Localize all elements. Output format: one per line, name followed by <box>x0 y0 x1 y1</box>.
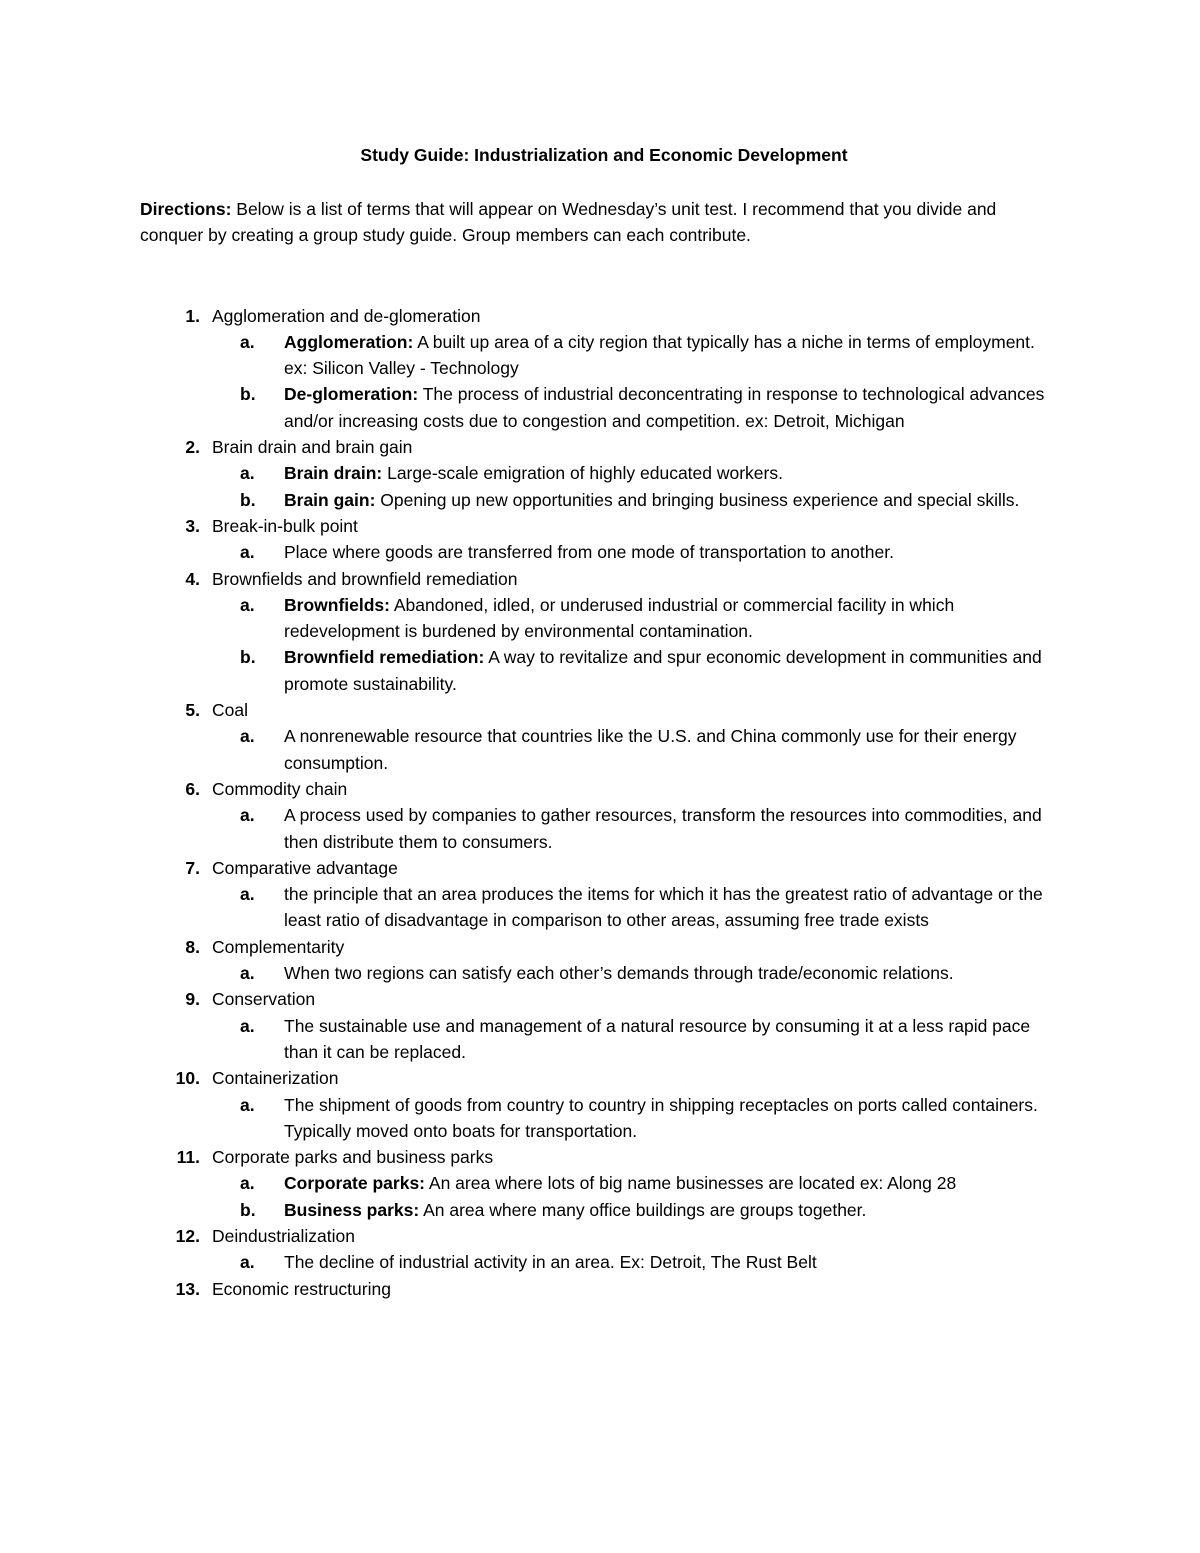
term-label: Brownfields and brownfield remediation <box>212 568 518 589</box>
definition-term: Corporate parks: <box>284 1173 426 1194</box>
definition-text: When two regions can satisfy each other’s demands through trade/economic relations. <box>284 963 954 984</box>
definition-term: Brownfield remediation: <box>284 647 485 668</box>
definition-text: An area where lots of big name businesses are located ex: Along 28 <box>425 1173 957 1194</box>
term-label: Conservation <box>212 989 316 1010</box>
definition-text: The decline of industrial activity in an area. Ex: Detroit, The Rust Belt <box>284 1252 817 1273</box>
term-label: Agglomeration and de-glomeration <box>212 305 481 326</box>
definition-text: A process used by companies to gather resources, transform the resources into commodities, and then distribute them to consumers. <box>284 805 1042 852</box>
term-item <box>140 1223 1060 1276</box>
definition-list <box>212 1013 1060 1066</box>
directions-text: Below is a list of terms that will appear on Wednesday’s unit test. I recommend that you divide and conquer by creating a group study guide. Group members can each contribute. <box>140 199 997 246</box>
definition-letter: a. <box>240 594 255 615</box>
definition-text: A built up area of a city region that typically has a niche in terms of employment. ex: Silicon Valley - Technology <box>284 331 1035 379</box>
page-title: Study Guide: Industrialization and Economic Development <box>360 145 848 165</box>
definition-item <box>212 723 1060 776</box>
definition-text: Opening up new opportunities and bringing business experience and special skills. <box>375 489 1020 510</box>
term-label: Economic restructuring <box>212 1278 391 1299</box>
definition-text: A nonrenewable resource that countries like the U.S. and China commonly use for their energy consumption. <box>284 726 1017 773</box>
term-number: 8. <box>185 936 200 957</box>
term-label: Comparative advantage <box>212 857 398 878</box>
definition-letter: a. <box>240 1015 255 1036</box>
definition-term: Business parks: <box>284 1199 420 1220</box>
definition-list <box>212 723 1060 776</box>
definition-term: De-glomeration: <box>284 384 419 405</box>
definition-item <box>212 592 1060 645</box>
term-label: Complementarity <box>212 936 345 957</box>
definition-letter: a. <box>240 726 255 747</box>
definition-item <box>212 1013 1060 1066</box>
definition-item <box>212 960 1060 986</box>
term-item <box>140 1276 1060 1302</box>
definition-term: Brownfields: <box>284 594 390 615</box>
definition-list <box>212 592 1060 697</box>
term-item <box>140 513 1060 566</box>
definition-item <box>212 1249 1060 1275</box>
term-item <box>140 934 1060 987</box>
term-item <box>140 566 1060 697</box>
definition-item <box>212 329 1060 382</box>
term-number: 7. <box>185 857 200 878</box>
definition-letter: a. <box>240 1094 255 1115</box>
definition-term: Brain drain: <box>284 463 383 484</box>
definition-letter: a. <box>240 1252 255 1273</box>
definition-item <box>212 487 1060 513</box>
term-item <box>140 855 1060 934</box>
definition-text: The shipment of goods from country to country in shipping receptacles on ports called containers. Typically moved onto boats for transportation. <box>284 1094 1038 1141</box>
definition-list <box>212 460 1060 513</box>
definition-list <box>212 881 1060 934</box>
definition-list <box>212 802 1060 855</box>
term-item <box>140 776 1060 855</box>
definition-item <box>212 881 1060 934</box>
definition-item <box>212 1197 1060 1223</box>
definition-item <box>212 460 1060 486</box>
term-number: 13. <box>175 1278 200 1299</box>
term-item <box>140 986 1060 1065</box>
term-number: 6. <box>185 778 200 799</box>
definition-text: Abandoned, idled, or underused industrial or commercial facility in which redevelopment is burdened by environmental contamination. <box>284 594 955 642</box>
definition-letter: b. <box>240 384 256 405</box>
term-label: Coal <box>212 700 248 721</box>
term-item <box>140 303 1060 434</box>
term-number: 5. <box>185 700 200 721</box>
definition-letter: a. <box>240 463 255 484</box>
definition-text: the principle that an area produces the items for which it has the greatest ratio of advantage or the least ratio of disadvantage in comparison to other areas, assuming free trade exists <box>284 884 1043 931</box>
definition-list <box>212 329 1060 434</box>
term-item <box>140 697 1060 776</box>
definition-text: Large-scale emigration of highly educated workers. <box>382 463 783 484</box>
directions-paragraph <box>140 196 1060 249</box>
term-number: 12. <box>175 1225 200 1246</box>
term-label: Containerization <box>212 1068 339 1089</box>
definition-list <box>212 1170 1060 1223</box>
definition-letter: b. <box>240 1199 256 1220</box>
definition-item <box>212 644 1060 697</box>
term-number: 2. <box>185 437 200 458</box>
directions-lead: Directions: <box>140 199 232 219</box>
term-number: 11. <box>176 1147 200 1168</box>
definition-list <box>212 960 1060 986</box>
term-label: Commodity chain <box>212 778 348 799</box>
term-item <box>140 434 1060 513</box>
definition-text: The sustainable use and management of a natural resource by consuming it at a less rapid pace than it can be replaced. <box>284 1015 1031 1062</box>
definition-item <box>212 1092 1060 1145</box>
definition-list <box>212 1249 1060 1275</box>
definition-letter: a. <box>240 884 255 905</box>
definition-letter: a. <box>240 1173 255 1194</box>
definition-text: The process of industrial deconcentrating in response to technological advances and/or increasing costs due to congestion and competition. ex: Detroit, Michigan <box>284 384 1045 431</box>
definition-letter: b. <box>240 489 256 510</box>
definition-text: An area where many office buildings are groups together. <box>419 1199 867 1220</box>
definition-letter: a. <box>240 542 255 563</box>
term-item <box>140 1144 1060 1223</box>
definition-letter: b. <box>240 647 256 668</box>
term-number: 4. <box>185 568 200 589</box>
term-label: Deindustrialization <box>212 1225 355 1246</box>
term-number: 9. <box>185 989 200 1010</box>
definition-text: A way to revitalize and spur economic development in communities and promote sustainability. <box>284 647 1042 694</box>
term-number: 3. <box>185 515 200 536</box>
definition-list <box>212 1092 1060 1145</box>
definition-text: Place where goods are transferred from one mode of transportation to another. <box>284 542 894 563</box>
term-label: Brain drain and brain gain <box>212 437 413 458</box>
term-item <box>140 1065 1060 1144</box>
definition-item <box>212 539 1060 565</box>
definition-item <box>212 381 1060 434</box>
definition-term: Agglomeration: <box>284 331 414 352</box>
definition-letter: a. <box>240 963 255 984</box>
term-number: 1. <box>185 305 200 326</box>
definition-letter: a. <box>240 331 255 352</box>
term-label: Break-in-bulk point <box>212 515 358 536</box>
definition-item <box>212 1170 1060 1196</box>
definition-list <box>212 539 1060 565</box>
definition-letter: a. <box>240 805 255 826</box>
definition-term: Brain gain: <box>284 489 376 510</box>
term-label: Corporate parks and business parks <box>212 1147 494 1168</box>
definition-item <box>212 802 1060 855</box>
term-number: 10. <box>175 1068 200 1089</box>
terms-list <box>140 303 1060 1302</box>
